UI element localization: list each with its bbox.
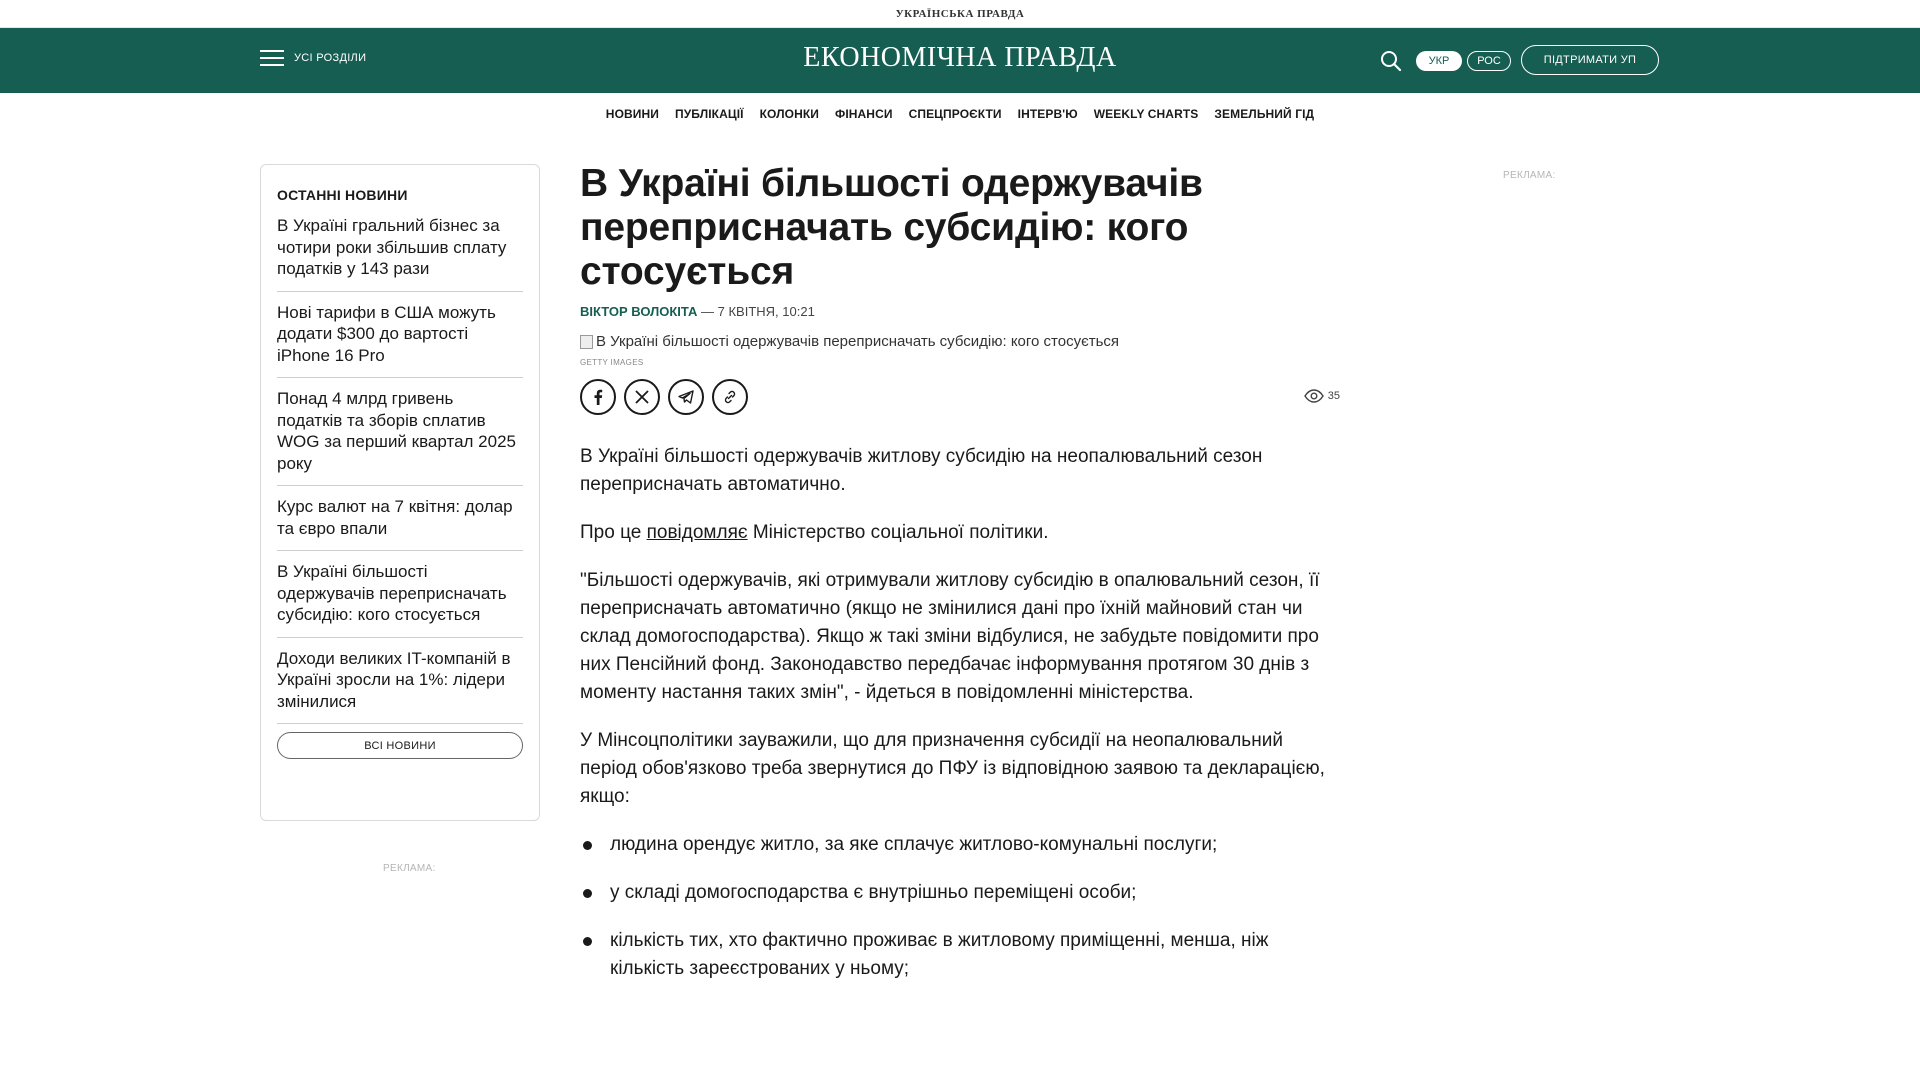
article-title: В Україні більшості одержувачів переприсначать субсидію: кого стосується bbox=[580, 162, 1203, 293]
all-news-button[interactable]: ВСІ НОВИНИ bbox=[277, 732, 523, 759]
ad-label-right: РЕКЛАМА: bbox=[1503, 170, 1556, 181]
lang-ukr-button[interactable]: УКР bbox=[1416, 51, 1462, 71]
paragraph-2-lead: Про це bbox=[580, 522, 647, 543]
copy-link-button[interactable] bbox=[712, 379, 748, 415]
nav-item-weekly-charts[interactable]: WEEKLY CHARTS bbox=[1093, 107, 1199, 121]
article-image bbox=[580, 333, 1340, 350]
paragraph-2 bbox=[580, 519, 1340, 547]
nav-item-specprojects[interactable]: СПЕЦПРОЄКТИ bbox=[908, 107, 1002, 121]
paragraph-1: В Україні більшості одержувачів житлову субсидію на неопалювальний сезон переприсначать автоматично. bbox=[580, 446, 1263, 495]
paragraph-3: "Більшості одержувачів, які отримували житлову субсидію в опалювальний сезон, її переприсначать автоматично (якщо не змінилися дані про їхній майновий стан чи склад домогосподарства). Якщо ж такі зміни відбулися, не забудьте повідомити про них Пенсійний фонд. Законодавство передбачає інформування протягом 30 днів з моменту настання таких змін", - йдеться в повідомленні міністерства. bbox=[580, 570, 1320, 703]
facebook-icon bbox=[590, 389, 606, 405]
list-item[interactable]: Нові тарифи в США можуть додати $300 до вартості iPhone 16 Pro bbox=[277, 292, 523, 379]
article-body bbox=[580, 443, 1340, 983]
x-share-button[interactable] bbox=[624, 379, 660, 415]
ad-label-left: РЕКЛАМА: bbox=[383, 863, 436, 874]
view-count: 35 bbox=[1327, 390, 1340, 402]
latest-news-title: ОСТАННІ НОВИНИ bbox=[277, 187, 408, 203]
list-item: у складі домогосподарства є внутрішньо переміщені особи; bbox=[580, 879, 1340, 907]
source-link[interactable]: повідомляє bbox=[646, 522, 748, 543]
list-item: кількість тих, хто фактично проживає в житловому приміщенні, менша, ніж кількість зареєстрованих у ньому; bbox=[580, 927, 1340, 983]
share-bar bbox=[580, 379, 1340, 415]
x-icon bbox=[635, 390, 649, 404]
publish-date: — 7 КВІТНЯ, 10:21 bbox=[697, 304, 815, 319]
facebook-share-button[interactable] bbox=[580, 379, 616, 415]
byline bbox=[580, 304, 1340, 319]
hamburger-icon bbox=[260, 50, 284, 66]
view-counter bbox=[1304, 389, 1340, 403]
image-credit: GETTY IMAGES bbox=[580, 358, 644, 367]
main-nav bbox=[0, 93, 1920, 135]
nav-item-interview[interactable]: ІНТЕРВ'Ю bbox=[1017, 107, 1078, 121]
image-alt-text: В Україні більшості одержувачів переприсначать субсидію: кого стосується bbox=[596, 333, 1120, 350]
support-button[interactable]: ПІДТРИМАТИ УП bbox=[1521, 45, 1659, 75]
telegram-icon bbox=[678, 390, 694, 404]
list-item[interactable]: Понад 4 млрд гривень податків та зборів сплатив WOG за перший квартал 2025 року bbox=[277, 378, 523, 486]
brand-logo[interactable]: ЕКОНОМІЧНА ПРАВДА bbox=[803, 42, 1117, 73]
nav-item-finance[interactable]: ФІНАНСИ bbox=[835, 107, 893, 121]
top-strip bbox=[0, 0, 1920, 28]
nav-item-publications[interactable]: ПУБЛІКАЦІЇ bbox=[674, 107, 744, 121]
author-link[interactable]: ВІКТОР ВОЛОКІТА bbox=[580, 304, 698, 319]
conditions-list bbox=[580, 831, 1340, 983]
paragraph-4: У Мінсоцполітики зауважили, що для призначення субсидії на неопалювальний період обов'язково треба звернутися до ПФУ із відповідною заявою та декларацією, якщо: bbox=[580, 730, 1325, 807]
list-item[interactable]: В Україні більшості одержувачів переприсначать субсидію: кого стосується bbox=[277, 551, 523, 638]
search-icon[interactable] bbox=[1380, 50, 1402, 72]
all-sections-button[interactable] bbox=[260, 50, 366, 66]
paragraph-2-tail: Міністерство соціальної політики. bbox=[747, 522, 1049, 543]
list-item[interactable]: Доходи великих IT-компаній в Україні зросли на 1%: лідери змінилися bbox=[277, 638, 523, 725]
telegram-share-button[interactable] bbox=[668, 379, 704, 415]
all-sections-label: УСІ РОЗДІЛИ bbox=[294, 52, 367, 64]
eye-icon bbox=[1304, 389, 1324, 403]
list-item[interactable]: В Україні гральний бізнес за чотири роки збільшив сплату податків у 143 рази bbox=[277, 215, 523, 292]
nav-item-columns[interactable]: КОЛОНКИ bbox=[759, 107, 819, 121]
site-header bbox=[0, 28, 1920, 93]
up-logo[interactable]: УКРАЇНСЬКА ПРАВДА bbox=[895, 7, 1025, 20]
list-item: людина орендує житло, за яке сплачує житлово-комунальні послуги; bbox=[580, 831, 1340, 859]
article bbox=[580, 162, 1340, 1003]
nav-item-news[interactable]: НОВИНИ bbox=[605, 107, 659, 121]
latest-news-panel bbox=[260, 164, 540, 821]
nav-item-land-guide[interactable]: ЗЕМЕЛЬНИЙ ГІД bbox=[1214, 107, 1315, 121]
link-icon bbox=[722, 389, 738, 405]
broken-image-icon bbox=[580, 335, 593, 349]
list-item[interactable]: Курс валют на 7 квітня: долар та євро впали bbox=[277, 486, 523, 551]
lang-ros-button[interactable]: РОС bbox=[1467, 51, 1511, 71]
